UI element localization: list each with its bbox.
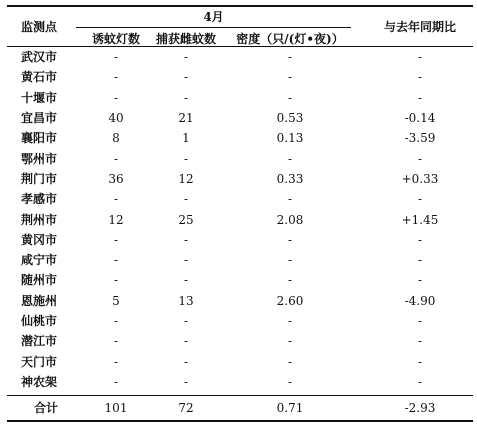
row-lamps: - — [113, 375, 119, 389]
row-density: - — [287, 273, 293, 287]
row-caught: - — [183, 253, 189, 267]
total-lamps: 101 — [104, 401, 128, 415]
row-lamps: 40 — [108, 111, 124, 125]
row-lamps: - — [113, 50, 119, 64]
row-lamps: - — [113, 355, 119, 369]
row-lamps: 5 — [112, 294, 120, 308]
row-city: 武汉市 — [21, 50, 58, 64]
row-city: 孝感市 — [21, 192, 58, 206]
row-density: - — [287, 355, 293, 369]
row-lamps: - — [113, 70, 119, 84]
row-caught: - — [183, 375, 189, 389]
row-density: - — [287, 253, 293, 267]
row-city: 咸宁市 — [21, 253, 58, 267]
row-yoy: - — [417, 50, 423, 64]
row-lamps: 36 — [108, 172, 124, 186]
row-caught: - — [183, 273, 189, 287]
row-city: 宜昌市 — [21, 111, 58, 125]
total-yoy: -2.93 — [404, 401, 436, 415]
row-city: 潜江市 — [21, 334, 58, 348]
row-yoy: -0.14 — [404, 111, 436, 125]
row-caught: 13 — [178, 294, 194, 308]
row-city: 荆门市 — [21, 172, 58, 186]
row-city: 神农架 — [21, 375, 58, 389]
row-lamps: - — [113, 273, 119, 287]
row-caught: 25 — [178, 213, 194, 227]
row-city: 十堰市 — [21, 91, 58, 105]
row-yoy: - — [417, 233, 423, 247]
row-lamps: - — [113, 233, 119, 247]
row-yoy: +0.33 — [401, 172, 439, 186]
header-month: 4月 — [203, 10, 224, 24]
row-caught: - — [183, 192, 189, 206]
row-caught: 1 — [182, 131, 190, 145]
row-caught: 12 — [178, 172, 194, 186]
row-yoy: - — [417, 334, 423, 348]
total-label: 合计 — [34, 401, 59, 415]
row-city: 天门市 — [21, 355, 58, 369]
row-density: - — [287, 334, 293, 348]
table-bottom-rule — [7, 420, 473, 422]
row-caught: - — [183, 50, 189, 64]
row-caught: - — [183, 70, 189, 84]
row-lamps: 8 — [112, 131, 120, 145]
row-density: - — [287, 192, 293, 206]
row-city: 襄阳市 — [21, 131, 58, 145]
row-yoy: -3.59 — [404, 131, 436, 145]
header-station: 监测点 — [21, 20, 58, 34]
total-separator-rule — [7, 395, 473, 396]
row-density: 0.33 — [276, 172, 304, 186]
row-caught: - — [183, 334, 189, 348]
row-yoy: - — [417, 91, 423, 105]
row-lamps: - — [113, 253, 119, 267]
row-lamps: - — [113, 334, 119, 348]
row-lamps: - — [113, 314, 119, 328]
row-density: - — [287, 50, 293, 64]
row-yoy: +1.45 — [401, 213, 439, 227]
row-yoy: - — [417, 314, 423, 328]
header-bottom-rule — [7, 46, 473, 47]
row-density: 0.53 — [276, 111, 304, 125]
row-density: - — [287, 91, 293, 105]
header-lamps: 诱蚊灯数 — [91, 32, 140, 46]
row-lamps: - — [113, 91, 119, 105]
row-caught: - — [183, 91, 189, 105]
row-density: 2.08 — [276, 213, 304, 227]
row-lamps: 12 — [108, 213, 124, 227]
row-density: - — [287, 375, 293, 389]
row-city: 黄冈市 — [21, 233, 58, 247]
row-yoy: - — [417, 70, 423, 84]
row-density: - — [287, 314, 293, 328]
month-group-rule — [76, 27, 351, 28]
row-yoy: - — [417, 152, 423, 166]
row-yoy: - — [417, 355, 423, 369]
row-city: 仙桃市 — [21, 314, 58, 328]
row-caught: 21 — [178, 111, 194, 125]
row-yoy: - — [417, 375, 423, 389]
row-density: 2.60 — [276, 294, 304, 308]
row-city: 随州市 — [21, 273, 58, 287]
total-density: 0.71 — [276, 401, 304, 415]
row-city: 荆州市 — [21, 213, 58, 227]
header-yoy: 与去年同期比 — [383, 20, 456, 34]
row-density: - — [287, 152, 293, 166]
header-caught: 捕获雌蚊数 — [155, 32, 216, 46]
header-density: 密度（只/(灯•夜)） — [236, 32, 344, 46]
row-density: 0.13 — [276, 131, 304, 145]
row-city: 鄂州市 — [21, 152, 58, 166]
row-yoy: -4.90 — [404, 294, 436, 308]
row-caught: - — [183, 233, 189, 247]
total-caught: 72 — [178, 401, 194, 415]
row-yoy: - — [417, 192, 423, 206]
row-caught: - — [183, 152, 189, 166]
row-city: 黄石市 — [21, 70, 58, 84]
row-yoy: - — [417, 273, 423, 287]
row-lamps: - — [113, 152, 119, 166]
row-density: - — [287, 70, 293, 84]
row-caught: - — [183, 314, 189, 328]
row-caught: - — [183, 355, 189, 369]
row-lamps: - — [113, 192, 119, 206]
row-yoy: - — [417, 253, 423, 267]
row-city: 恩施州 — [21, 294, 58, 308]
row-density: - — [287, 233, 293, 247]
table-top-rule — [7, 5, 473, 7]
